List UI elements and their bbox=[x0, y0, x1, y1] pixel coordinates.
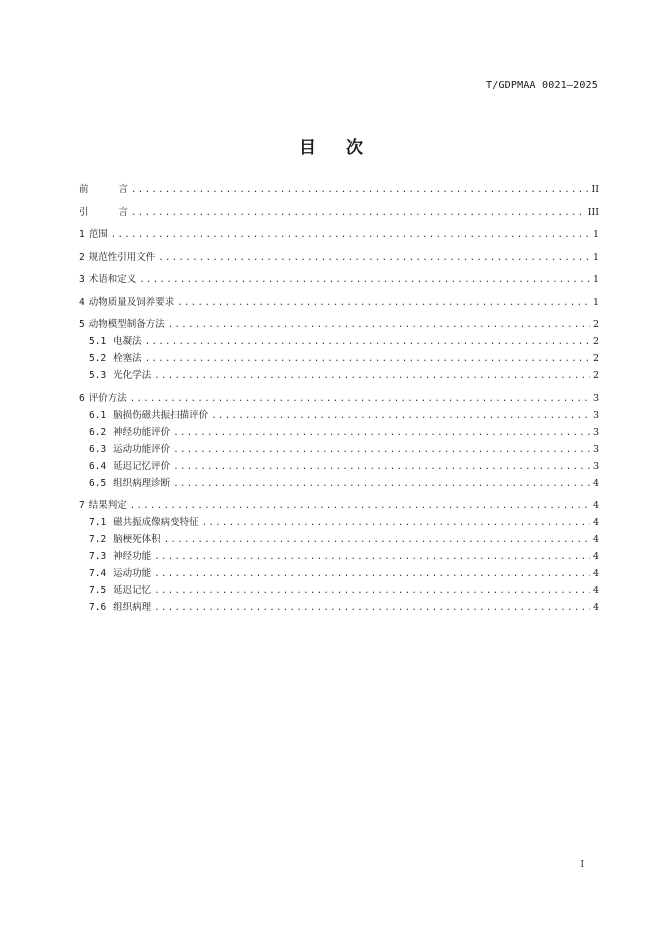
toc-subentry[interactable] bbox=[79, 350, 599, 367]
toc-entry-number: 5.2 bbox=[89, 353, 107, 364]
toc-entry-label: 运动功能评价 bbox=[113, 443, 171, 455]
toc-subentry[interactable] bbox=[79, 548, 599, 565]
toc-entry-label-b: 言 bbox=[118, 184, 129, 195]
toc-entry-page: 1 bbox=[592, 229, 599, 240]
toc-leader bbox=[131, 205, 585, 221]
toc-entry-number: 7.6 bbox=[89, 602, 107, 613]
toc-subentry[interactable] bbox=[79, 458, 599, 475]
toc-entry-number: 5.3 bbox=[89, 370, 107, 381]
toc-leader bbox=[158, 250, 590, 266]
toc-entry-page: 2 bbox=[592, 370, 599, 381]
toc-entry[interactable] bbox=[79, 316, 599, 333]
toc-entry[interactable] bbox=[79, 497, 599, 514]
toc-subentry[interactable] bbox=[79, 582, 599, 599]
toc-entry-number: 3 bbox=[79, 274, 85, 285]
toc-entry-label: 光化学法 bbox=[113, 370, 152, 381]
toc-entry-label: 神经功能评价 bbox=[113, 426, 171, 438]
toc-subentry[interactable] bbox=[79, 367, 599, 384]
toc-leader bbox=[154, 549, 590, 565]
toc-title-part2: 次 bbox=[346, 138, 363, 158]
toc-entry-number: 6 bbox=[79, 392, 85, 404]
toc-leader bbox=[154, 368, 590, 384]
toc-entry-page: 3 bbox=[592, 426, 599, 438]
toc-subentry[interactable] bbox=[79, 599, 599, 616]
toc-entry-number: 5.1 bbox=[89, 336, 107, 347]
toc-entry-number: 5 bbox=[79, 319, 85, 330]
toc-entry-page: 3 bbox=[592, 443, 599, 455]
toc-subentry[interactable] bbox=[79, 531, 599, 548]
toc-leader bbox=[202, 515, 590, 531]
toc-leader bbox=[154, 566, 590, 582]
toc-subentry[interactable] bbox=[79, 475, 599, 492]
toc-entry-page: 3 bbox=[592, 409, 599, 421]
toc-entry-label: 动物模型制备方法 bbox=[88, 319, 165, 330]
toc-entry[interactable] bbox=[79, 226, 599, 243]
toc-leader bbox=[177, 295, 590, 311]
toc-entry-page: 4 bbox=[592, 517, 599, 528]
toc-entry-label-a: 引 bbox=[79, 206, 89, 218]
toc-entry-page: 3 bbox=[592, 392, 599, 404]
toc-entry-label-b: 言 bbox=[118, 206, 129, 218]
toc-entry-introduction[interactable] bbox=[79, 204, 599, 221]
toc-entry-number: 4 bbox=[79, 296, 85, 308]
toc-entry-number: 7.2 bbox=[89, 534, 107, 545]
toc-subentry[interactable] bbox=[79, 514, 599, 531]
toc-subentry[interactable] bbox=[79, 333, 599, 350]
toc-title bbox=[0, 133, 662, 158]
toc-subentry[interactable] bbox=[79, 441, 599, 458]
toc-leader bbox=[145, 351, 590, 367]
toc-leader bbox=[139, 272, 590, 288]
toc-leader bbox=[145, 334, 590, 350]
document-code: T/GDPMAA 0021—2025 bbox=[486, 80, 598, 91]
toc-entry-page: 4 bbox=[592, 534, 599, 545]
toc-entry-label: 组织病理 bbox=[113, 602, 152, 613]
toc-leader bbox=[111, 227, 590, 243]
toc-entry-number: 6.4 bbox=[89, 460, 107, 472]
toc-leader bbox=[168, 317, 590, 333]
toc-leader bbox=[173, 459, 590, 475]
toc-subentry[interactable] bbox=[79, 424, 599, 441]
toc-entry-page: III bbox=[587, 206, 599, 218]
page-number: I bbox=[580, 860, 584, 870]
toc-entry[interactable] bbox=[79, 271, 599, 288]
toc-leader bbox=[130, 498, 590, 514]
toc-entry[interactable] bbox=[79, 249, 599, 266]
toc-entry-page: 1 bbox=[592, 296, 599, 308]
toc-leader bbox=[131, 182, 588, 198]
toc-entry-page: 1 bbox=[592, 251, 599, 263]
toc-title-part1: 目 bbox=[299, 138, 316, 158]
toc-entry-label: 规范性引用文件 bbox=[88, 251, 156, 263]
toc-entry-label: 延迟记忆 bbox=[113, 585, 152, 596]
toc-entry-label: 神经功能 bbox=[113, 551, 152, 562]
toc-entry-page: 2 bbox=[592, 336, 599, 347]
toc-entry-label: 电凝法 bbox=[113, 336, 142, 347]
toc-entry-page: 2 bbox=[592, 353, 599, 364]
toc-entry-label: 脑梗死体积 bbox=[113, 534, 161, 545]
toc-leader bbox=[211, 408, 590, 424]
toc-entry-label: 结果判定 bbox=[88, 500, 127, 511]
toc-leader bbox=[164, 532, 590, 548]
toc-entry-number: 7.1 bbox=[89, 517, 107, 528]
toc-entry-label: 延迟记忆评价 bbox=[113, 460, 171, 472]
toc-entry-number: 6.5 bbox=[89, 477, 107, 489]
table-of-contents bbox=[79, 181, 599, 616]
toc-entry-page: 4 bbox=[592, 500, 599, 511]
toc-entry-number: 2 bbox=[79, 251, 85, 263]
toc-leader bbox=[173, 425, 590, 441]
toc-entry-foreword[interactable] bbox=[79, 181, 599, 198]
toc-entry-label-a: 前 bbox=[79, 184, 89, 195]
toc-entry-label: 脑损伤磁共振扫描评价 bbox=[113, 409, 209, 421]
toc-entry-label: 栓塞法 bbox=[113, 353, 142, 364]
toc-entry-page: 4 bbox=[592, 551, 599, 562]
toc-entry-label: 磁共振成像病变特征 bbox=[113, 517, 199, 528]
toc-entry-label: 动物质量及饲养要求 bbox=[88, 296, 175, 308]
toc-entry-label: 范围 bbox=[88, 229, 108, 240]
toc-entry[interactable] bbox=[79, 390, 599, 407]
toc-leader bbox=[154, 600, 590, 616]
toc-entry-number: 1 bbox=[79, 229, 85, 240]
toc-entry-page: 2 bbox=[592, 319, 599, 330]
toc-entry-page: 1 bbox=[592, 274, 599, 285]
toc-entry-number: 7.3 bbox=[89, 551, 107, 562]
toc-subentry[interactable] bbox=[79, 565, 599, 582]
toc-entry-label: 评价方法 bbox=[88, 392, 127, 404]
toc-entry-number: 6.3 bbox=[89, 443, 107, 455]
toc-leader bbox=[173, 442, 590, 458]
toc-entry-number: 6.2 bbox=[89, 426, 107, 438]
toc-leader bbox=[130, 391, 590, 407]
toc-entry-page: 4 bbox=[592, 568, 599, 579]
toc-entry-number: 7 bbox=[79, 500, 85, 511]
toc-entry-page: II bbox=[591, 184, 599, 195]
toc-subentry[interactable] bbox=[79, 407, 599, 424]
toc-entry-number: 7.4 bbox=[89, 568, 107, 579]
toc-entry-label: 术语和定义 bbox=[88, 274, 137, 285]
toc-entry-page: 4 bbox=[592, 585, 599, 596]
toc-entry[interactable] bbox=[79, 294, 599, 311]
toc-entry-page: 4 bbox=[592, 477, 599, 489]
toc-entry-page: 4 bbox=[592, 602, 599, 613]
toc-leader bbox=[154, 583, 590, 599]
toc-entry-label: 组织病理诊断 bbox=[113, 477, 171, 489]
toc-leader bbox=[173, 476, 590, 492]
toc-entry-label: 运动功能 bbox=[113, 568, 152, 579]
toc-entry-page: 3 bbox=[592, 460, 599, 472]
toc-entry-number: 6.1 bbox=[89, 409, 107, 421]
toc-entry-number: 7.5 bbox=[89, 585, 107, 596]
